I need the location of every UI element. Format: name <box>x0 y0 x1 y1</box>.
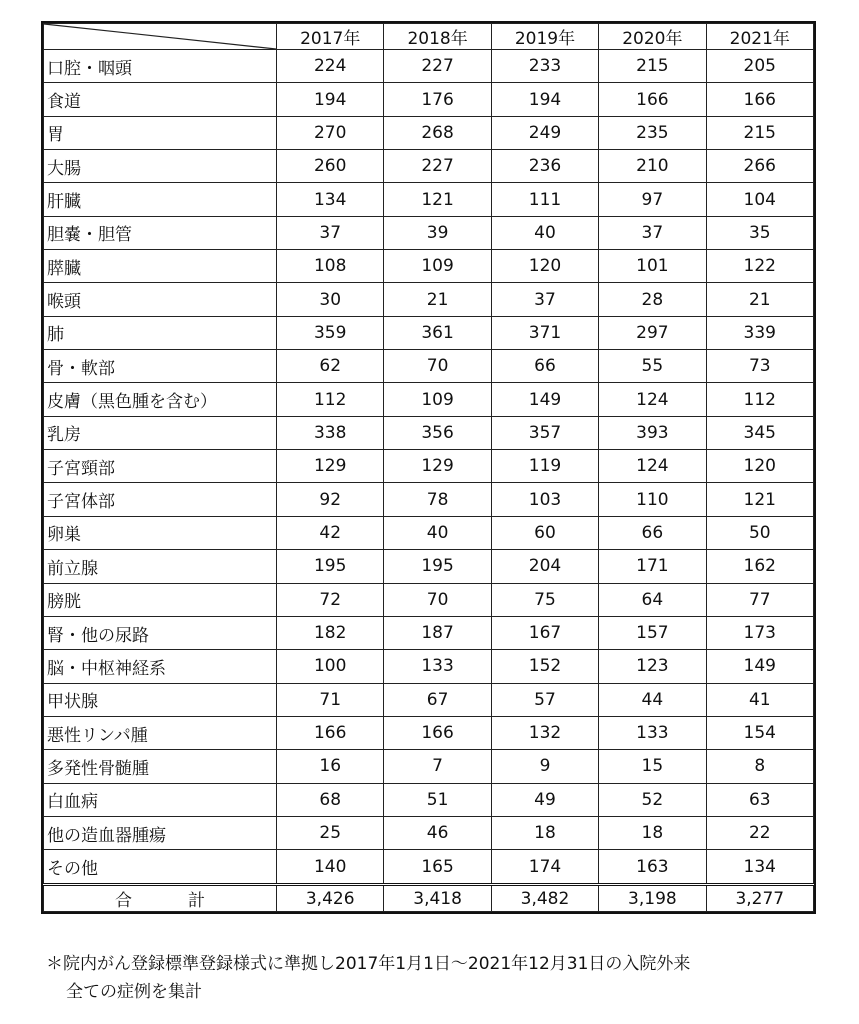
row-label: 食道 <box>44 83 277 116</box>
table-cell: 21 <box>706 283 813 316</box>
header-row <box>44 24 814 50</box>
table-cell: 182 <box>277 616 384 649</box>
table-cell: 44 <box>599 683 706 716</box>
row-label: 多発性骨髄腫 <box>44 750 277 783</box>
table-row <box>44 450 814 483</box>
table-cell: 359 <box>277 316 384 349</box>
table-cell: 111 <box>491 183 598 216</box>
table-row <box>44 50 814 83</box>
year-header: 2018年 <box>384 24 491 50</box>
table-cell: 37 <box>491 283 598 316</box>
table-cell: 233 <box>491 50 598 83</box>
table-cell: 260 <box>277 150 384 183</box>
table-cell: 92 <box>277 483 384 516</box>
table-cell: 70 <box>384 350 491 383</box>
table-row <box>44 116 814 149</box>
table-cell: 40 <box>491 216 598 249</box>
row-label: 肝臓 <box>44 183 277 216</box>
table-row <box>44 716 814 749</box>
table-cell: 72 <box>277 583 384 616</box>
table-cell: 42 <box>277 516 384 549</box>
table-cell: 357 <box>491 416 598 449</box>
total-cell: 3,198 <box>599 885 706 912</box>
table-row <box>44 583 814 616</box>
table-cell: 119 <box>491 450 598 483</box>
footnote-line-2: 全ての症例を集計 <box>66 982 202 1002</box>
table-cell: 187 <box>384 616 491 649</box>
table-cell: 205 <box>706 50 813 83</box>
table-cell: 28 <box>599 283 706 316</box>
table-cell: 40 <box>384 516 491 549</box>
row-label: 膀胱 <box>44 583 277 616</box>
table-cell: 112 <box>706 383 813 416</box>
table-row <box>44 316 814 349</box>
table-cell: 224 <box>277 50 384 83</box>
row-label: 胃 <box>44 116 277 149</box>
table-cell: 49 <box>491 783 598 816</box>
table-cell: 75 <box>491 583 598 616</box>
table-row <box>44 616 814 649</box>
table-cell: 77 <box>706 583 813 616</box>
row-label: 子宮体部 <box>44 483 277 516</box>
table-row <box>44 850 814 885</box>
table-cell: 140 <box>277 850 384 885</box>
table-cell: 52 <box>599 783 706 816</box>
table-cell: 57 <box>491 683 598 716</box>
footnote <box>46 950 690 1006</box>
table-cell: 195 <box>277 550 384 583</box>
row-label: 胆嚢・胆管 <box>44 216 277 249</box>
table-cell: 166 <box>384 716 491 749</box>
table-cell: 66 <box>491 350 598 383</box>
table-cell: 8 <box>706 750 813 783</box>
table-cell: 120 <box>491 250 598 283</box>
table-cell: 110 <box>599 483 706 516</box>
table-cell: 25 <box>277 816 384 849</box>
table-row <box>44 350 814 383</box>
table-cell: 393 <box>599 416 706 449</box>
table-cell: 124 <box>599 450 706 483</box>
table-row <box>44 516 814 549</box>
table-cell: 62 <box>277 350 384 383</box>
table-cell: 149 <box>491 383 598 416</box>
table-cell: 371 <box>491 316 598 349</box>
table-cell: 9 <box>491 750 598 783</box>
table-cell: 149 <box>706 650 813 683</box>
table-cell: 104 <box>706 183 813 216</box>
row-label: 乳房 <box>44 416 277 449</box>
table-cell: 41 <box>706 683 813 716</box>
table-cell: 167 <box>491 616 598 649</box>
table-cell: 195 <box>384 550 491 583</box>
table-row <box>44 650 814 683</box>
table-cell: 339 <box>706 316 813 349</box>
table-cell: 129 <box>277 450 384 483</box>
table-cell: 37 <box>599 216 706 249</box>
year-header: 2019年 <box>491 24 598 50</box>
table-row <box>44 550 814 583</box>
table-cell: 134 <box>277 183 384 216</box>
table-cell: 100 <box>277 650 384 683</box>
row-label: 大腸 <box>44 150 277 183</box>
table-cell: 268 <box>384 116 491 149</box>
table-cell: 171 <box>599 550 706 583</box>
table-cell: 163 <box>599 850 706 885</box>
table-cell: 18 <box>491 816 598 849</box>
table-cell: 361 <box>384 316 491 349</box>
total-cell: 3,277 <box>706 885 813 912</box>
row-label: 他の造血器腫瘍 <box>44 816 277 849</box>
table-cell: 112 <box>277 383 384 416</box>
table-cell: 37 <box>277 216 384 249</box>
table-cell: 166 <box>599 83 706 116</box>
table-cell: 63 <box>706 783 813 816</box>
table-cell: 134 <box>706 850 813 885</box>
table-cell: 356 <box>384 416 491 449</box>
table-row <box>44 183 814 216</box>
table-cell: 227 <box>384 50 491 83</box>
table-row <box>44 416 814 449</box>
table-cell: 165 <box>384 850 491 885</box>
row-label: 子宮頸部 <box>44 450 277 483</box>
total-label: 合 計 <box>44 885 277 912</box>
table-cell: 173 <box>706 616 813 649</box>
table-cell: 101 <box>599 250 706 283</box>
table-cell: 162 <box>706 550 813 583</box>
table-cell: 345 <box>706 416 813 449</box>
table-cell: 266 <box>706 150 813 183</box>
table-cell: 154 <box>706 716 813 749</box>
table-cell: 210 <box>599 150 706 183</box>
year-header: 2017年 <box>277 24 384 50</box>
table-cell: 176 <box>384 83 491 116</box>
table-row <box>44 483 814 516</box>
table-cell: 124 <box>599 383 706 416</box>
table-cell: 22 <box>706 816 813 849</box>
table-cell: 121 <box>706 483 813 516</box>
table-cell: 235 <box>599 116 706 149</box>
table-cell: 15 <box>599 750 706 783</box>
table-cell: 97 <box>599 183 706 216</box>
year-header: 2021年 <box>706 24 813 50</box>
table-cell: 152 <box>491 650 598 683</box>
diagonal-line <box>44 24 276 49</box>
row-label: 腎・他の尿路 <box>44 616 277 649</box>
table-cell: 123 <box>599 650 706 683</box>
table-cell: 121 <box>384 183 491 216</box>
table-cell: 64 <box>599 583 706 616</box>
table-cell: 68 <box>277 783 384 816</box>
row-label: 骨・軟部 <box>44 350 277 383</box>
table-row <box>44 383 814 416</box>
table-cell: 71 <box>277 683 384 716</box>
table-cell: 78 <box>384 483 491 516</box>
table-cell: 16 <box>277 750 384 783</box>
total-cell: 3,482 <box>491 885 598 912</box>
table-cell: 132 <box>491 716 598 749</box>
total-cell: 3,426 <box>277 885 384 912</box>
table-cell: 50 <box>706 516 813 549</box>
row-label: その他 <box>44 850 277 885</box>
row-label: 肺 <box>44 316 277 349</box>
table-cell: 55 <box>599 350 706 383</box>
row-label: 脳・中枢神経系 <box>44 650 277 683</box>
table-cell: 122 <box>706 250 813 283</box>
table-cell: 35 <box>706 216 813 249</box>
table-cell: 249 <box>491 116 598 149</box>
table-cell: 204 <box>491 550 598 583</box>
row-label: 前立腺 <box>44 550 277 583</box>
table-cell: 270 <box>277 116 384 149</box>
table-row <box>44 783 814 816</box>
table-cell: 21 <box>384 283 491 316</box>
table-cell: 236 <box>491 150 598 183</box>
row-label: 喉頭 <box>44 283 277 316</box>
year-header: 2020年 <box>599 24 706 50</box>
table-cell: 70 <box>384 583 491 616</box>
table-cell: 66 <box>599 516 706 549</box>
row-label: 卵巣 <box>44 516 277 549</box>
table-cell: 73 <box>706 350 813 383</box>
table-cell: 120 <box>706 450 813 483</box>
table-cell: 133 <box>384 650 491 683</box>
table-cell: 46 <box>384 816 491 849</box>
table-cell: 7 <box>384 750 491 783</box>
row-label: 悪性リンパ腫 <box>44 716 277 749</box>
table-cell: 51 <box>384 783 491 816</box>
table-cell: 60 <box>491 516 598 549</box>
corner-cell <box>44 24 277 50</box>
table-row <box>44 83 814 116</box>
table-cell: 166 <box>277 716 384 749</box>
row-label: 口腔・咽頭 <box>44 50 277 83</box>
table-cell: 108 <box>277 250 384 283</box>
table-cell: 194 <box>277 83 384 116</box>
table-cell: 103 <box>491 483 598 516</box>
table-cell: 39 <box>384 216 491 249</box>
table-cell: 30 <box>277 283 384 316</box>
table-cell: 297 <box>599 316 706 349</box>
table-cell: 227 <box>384 150 491 183</box>
row-label: 甲状腺 <box>44 683 277 716</box>
table-cell: 109 <box>384 250 491 283</box>
table-row <box>44 683 814 716</box>
table-cell: 338 <box>277 416 384 449</box>
table-cell: 109 <box>384 383 491 416</box>
table-cell: 215 <box>599 50 706 83</box>
table-cell: 166 <box>706 83 813 116</box>
table-cell: 67 <box>384 683 491 716</box>
row-label: 皮膚（黒色腫を含む） <box>44 383 277 416</box>
table-cell: 194 <box>491 83 598 116</box>
row-label: 膵臓 <box>44 250 277 283</box>
table-cell: 133 <box>599 716 706 749</box>
table-row <box>44 750 814 783</box>
table-cell: 174 <box>491 850 598 885</box>
total-row <box>44 885 814 912</box>
total-cell: 3,418 <box>384 885 491 912</box>
table-cell: 215 <box>706 116 813 149</box>
table-row <box>44 283 814 316</box>
table-row <box>44 216 814 249</box>
table-cell: 129 <box>384 450 491 483</box>
footnote-line-1: ＊院内がん登録標準登録様式に準拠し2017年1月1日～2021年12月31日の入院外来 <box>46 954 691 974</box>
row-label: 白血病 <box>44 783 277 816</box>
table-row <box>44 250 814 283</box>
cancer-registry-table <box>41 21 816 914</box>
table-row <box>44 816 814 849</box>
table-cell: 18 <box>599 816 706 849</box>
table-row <box>44 150 814 183</box>
table-cell: 157 <box>599 616 706 649</box>
